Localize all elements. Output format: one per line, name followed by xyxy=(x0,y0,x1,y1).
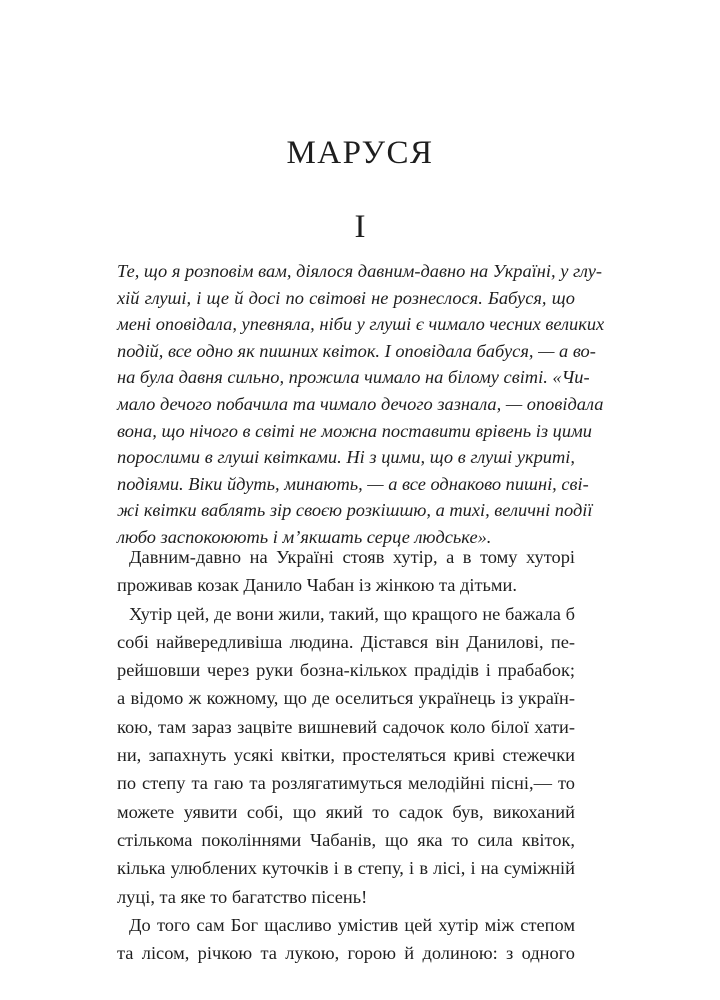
paragraph-line: та лісом, річкою та лукою, горою й долиною: з одного xyxy=(117,943,575,964)
paragraph-line: кою, там зараз зацвіте вишневий садочок коло білої хати- xyxy=(117,716,575,737)
paragraph-line: рейшовши через руки бозна-кількох прадідів і прабабок; xyxy=(117,660,575,681)
paragraph-line: кілька улюблених куточків і в степу, і в лісі, і на суміжній xyxy=(117,858,575,879)
section-numeral: I xyxy=(354,209,366,245)
epigraph-line: любо заспокоюють і м’якшать серце людське». xyxy=(117,526,492,547)
chapter-title: МАРУСЯ xyxy=(286,135,434,171)
epigraph-line: на була давня сильно, прожила чимало на білому світі. «Чи- xyxy=(117,367,590,388)
epigraph-line: хій глуші, і ще й досі по світові не рознеслося. Бабуся, що xyxy=(117,287,575,308)
paragraph-line: До того сам Бог щасливо умістив цей хутір між степом xyxy=(129,914,575,935)
epigraph-line: порослими в глуші квітками. Ні з цими, що в глуші укриті, xyxy=(117,447,575,468)
epigraph-line: подіями. Віки йдуть, минають, — а все однаково пишні, сві- xyxy=(117,473,589,494)
epigraph-line: подій, все одно як пишних квіток. І оповідала бабуся, — а во- xyxy=(117,340,596,361)
paragraph-line: Давним-давно на Україні стояв хутір, а в тому хуторі xyxy=(129,547,575,567)
paragraph-line: стількома поколіннями Чабанів, що яка то сила квіток, xyxy=(117,829,575,850)
paragraph-line: по степу та гаю та розлягатимуться мелодійні пісні,— то xyxy=(117,773,575,794)
body-text xyxy=(117,543,575,967)
epigraph-line: мені оповідала, упевняла, ніби у глуші є чимало чесних великих xyxy=(117,314,605,335)
paragraph-line: можете уявити собі, що який то садок був, викоханий xyxy=(117,801,575,822)
epigraph-line: Те, що я розповім вам, діялося давним-давно на Україні, у глу- xyxy=(117,261,602,281)
paragraph-line: луці, та яке то багатство пісень! xyxy=(117,886,368,907)
paragraph-line: собі найвередливіша людина. Дістався він Данилові, пе- xyxy=(117,631,575,652)
epigraph-line: жі квітки ваблять зір своєю розкішшю, а тихі, величні події xyxy=(117,500,593,521)
epigraph-line: мало дечого побачила та чимало дечого зазнала, — оповідала xyxy=(117,393,604,414)
epigraph-line: вона, що нічого в світі не можна поставити врівень із цими xyxy=(117,420,592,441)
epigraph xyxy=(117,258,605,551)
paragraph-line: проживав козак Данило Чабан із жінкою та дітьми. xyxy=(117,575,517,596)
paragraph-line: а відомо ж кожному, що де оселиться українець із україн- xyxy=(117,688,575,709)
paragraph-line: Хутір цей, де вони жили, такий, що кращого не бажала б xyxy=(129,603,575,624)
paragraph-line: ни, запахнуть усякі квітки, простеляться криві стежечки xyxy=(117,745,575,766)
